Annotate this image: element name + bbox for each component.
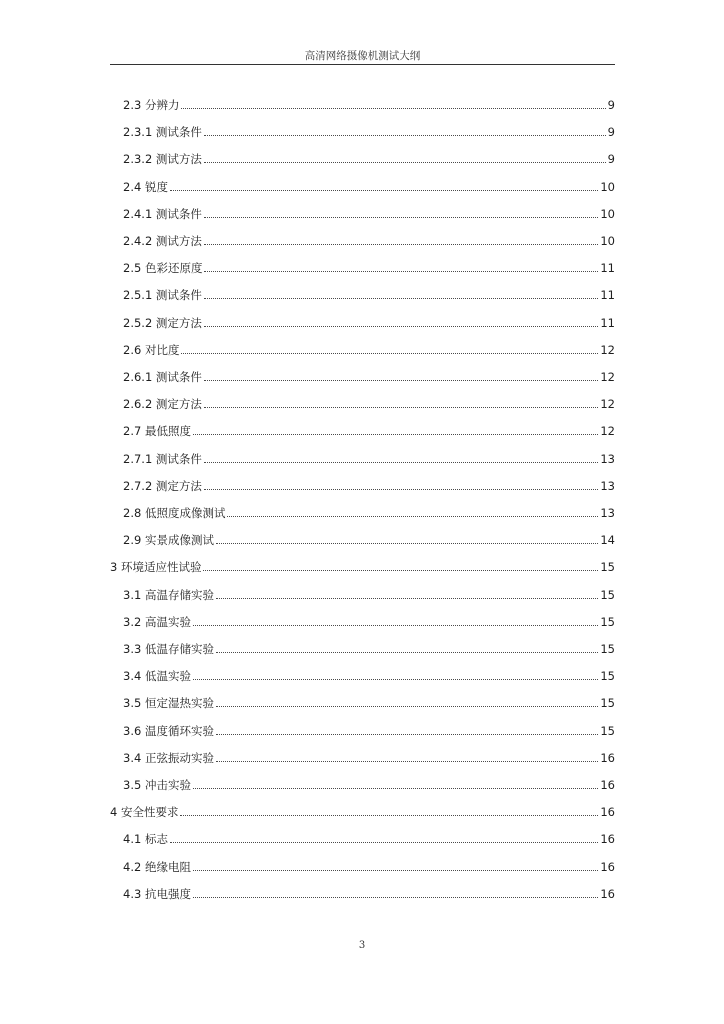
toc-entry-label: 2.7 最低照度 <box>123 424 191 439</box>
toc-entry[interactable] <box>123 446 615 466</box>
toc-entry[interactable] <box>123 582 615 602</box>
toc-entry-label: 2.6 对比度 <box>123 342 180 357</box>
toc-entry-page: 14 <box>600 533 615 548</box>
toc-entry[interactable] <box>123 663 615 683</box>
toc-entry-label: 3.5 恒定湿热实验 <box>123 696 214 711</box>
toc-entry-page: 13 <box>600 478 615 493</box>
toc-entry-label: 3.6 温度循环实验 <box>123 723 214 738</box>
toc-entry[interactable] <box>123 527 615 547</box>
toc-entry[interactable] <box>123 745 615 765</box>
toc-entry-page: 15 <box>600 669 615 684</box>
toc-entry[interactable] <box>123 854 615 874</box>
toc-entry-page: 10 <box>600 234 615 248</box>
toc-entry-page: 11 <box>600 315 615 330</box>
toc-entry[interactable] <box>123 690 615 710</box>
toc-entry-page: 10 <box>600 179 615 194</box>
toc-entry-label: 3.4 低温实验 <box>123 669 191 684</box>
toc-dot-leader <box>193 870 598 871</box>
toc-entry[interactable] <box>123 119 615 139</box>
toc-entry[interactable] <box>123 255 615 275</box>
toc-entry-page: 9 <box>607 98 615 112</box>
toc-dot-leader <box>193 625 598 626</box>
toc-entry[interactable] <box>123 174 615 194</box>
toc-entry-page: 12 <box>600 397 615 412</box>
toc-entry[interactable] <box>123 500 615 520</box>
toc-entry-label: 3.1 高温存储实验 <box>123 587 214 602</box>
toc-dot-leader <box>204 244 598 245</box>
toc-dot-leader <box>170 190 598 191</box>
toc-entry[interactable] <box>123 310 615 330</box>
toc-dot-leader <box>216 761 598 762</box>
toc-entry-page: 15 <box>600 560 615 575</box>
toc-entry-label: 4.1 标志 <box>123 832 168 847</box>
toc-dot-leader <box>204 217 598 218</box>
toc-dot-leader <box>216 734 598 735</box>
toc-entry-page: 16 <box>600 859 615 874</box>
toc-entry-label: 2.5.2 测定方法 <box>123 315 202 330</box>
toc-entry-label: 2.5.1 测试条件 <box>123 288 202 303</box>
toc-entry-page: 12 <box>600 424 615 439</box>
toc-entry-label: 2.3 分辨力 <box>123 98 180 112</box>
toc-entry[interactable] <box>123 201 615 221</box>
toc-entry-page: 15 <box>600 696 615 711</box>
toc-entry-label: 2.4.2 测试方法 <box>123 234 202 248</box>
page-number: 3 <box>358 940 366 951</box>
toc-entry[interactable] <box>123 364 615 384</box>
toc-entry-page: 16 <box>600 778 615 792</box>
toc-entry[interactable] <box>123 636 615 656</box>
toc-entry[interactable] <box>123 473 615 493</box>
header-divider <box>110 64 615 65</box>
toc-entry[interactable] <box>123 881 615 901</box>
toc-entry-page: 10 <box>600 206 615 221</box>
toc-entry-page: 11 <box>600 261 615 276</box>
toc-entry[interactable] <box>123 282 615 302</box>
toc-entry-page: 12 <box>600 370 615 384</box>
toc-entry-label: 2.7.1 测试条件 <box>123 451 202 466</box>
toc-dot-leader <box>193 679 598 680</box>
toc-entry-label: 2.7.2 测定方法 <box>123 478 202 493</box>
toc-dot-leader <box>216 543 598 544</box>
toc-dot-leader <box>204 407 598 408</box>
toc-dot-leader <box>204 298 598 299</box>
toc-entry-label: 2.4.1 测试条件 <box>123 206 202 221</box>
toc-dot-leader <box>181 108 605 109</box>
toc-entry-page: 15 <box>600 723 615 738</box>
toc-entry-label: 3.3 低温存储实验 <box>123 642 214 656</box>
toc-dot-leader <box>216 706 598 707</box>
toc-entry-page: 9 <box>607 152 615 167</box>
toc-dot-leader <box>193 897 598 898</box>
toc-entry-page: 16 <box>600 886 615 901</box>
toc-entry-label: 2.4 锐度 <box>123 179 168 194</box>
toc-entry[interactable] <box>123 718 615 738</box>
toc-dot-leader <box>204 380 598 381</box>
toc-entry-label: 3 环境适应性试验 <box>110 560 202 575</box>
page-header-title: 高清网络摄像机测试大纲 <box>304 50 421 62</box>
toc-dot-leader <box>193 434 598 435</box>
toc-dot-leader <box>204 271 598 272</box>
toc-entry-page: 13 <box>600 506 615 520</box>
toc-entry[interactable] <box>123 146 615 166</box>
toc-entry-page: 15 <box>600 614 615 629</box>
toc-entry-label: 3.5 冲击实验 <box>123 778 191 792</box>
toc-dot-leader <box>181 353 598 354</box>
toc-entry-label: 2.9 实景成像测试 <box>123 533 214 548</box>
toc-entry-label: 4.2 绝缘电阻 <box>123 859 191 874</box>
toc-entry[interactable] <box>123 609 615 629</box>
toc-entry-page: 11 <box>600 288 615 303</box>
toc-entry-label: 2.3.1 测试条件 <box>123 125 202 140</box>
toc-entry-page: 13 <box>600 451 615 466</box>
toc-entry-page: 16 <box>600 832 615 847</box>
toc-entry-page: 9 <box>607 125 615 140</box>
toc-dot-leader <box>193 788 598 789</box>
toc-entry[interactable] <box>123 826 615 846</box>
toc-dot-leader <box>170 842 598 843</box>
toc-entry[interactable] <box>110 554 615 574</box>
toc-entry[interactable] <box>123 418 615 438</box>
toc-dot-leader <box>204 326 598 327</box>
toc-entry-page: 15 <box>600 587 615 602</box>
toc-entry[interactable] <box>123 391 615 411</box>
toc-entry[interactable] <box>123 92 615 112</box>
toc-entry[interactable] <box>123 772 615 792</box>
toc-entry-label: 3.2 高温实验 <box>123 614 191 629</box>
toc-entry-label: 2.5 色彩还原度 <box>123 261 203 276</box>
toc-entry-page: 16 <box>600 750 615 765</box>
toc-dot-leader <box>204 489 598 490</box>
toc-entry[interactable] <box>123 337 615 357</box>
toc-entry-label: 3.4 正弦振动实验 <box>123 750 214 765</box>
toc-dot-leader <box>204 162 606 163</box>
toc-entry[interactable] <box>123 228 615 248</box>
toc-entry-label: 4 安全性要求 <box>110 805 179 820</box>
toc-entry-label: 2.6.2 测定方法 <box>123 397 202 412</box>
toc-dot-leader <box>180 815 598 816</box>
toc-entry-page: 16 <box>600 805 615 820</box>
toc-entry[interactable] <box>110 799 615 819</box>
toc-entry-page: 12 <box>600 342 615 357</box>
toc-dot-leader <box>227 516 598 517</box>
toc-entry-label: 2.6.1 测试条件 <box>123 370 202 384</box>
toc-dot-leader <box>204 462 598 463</box>
toc-dot-leader <box>216 652 598 653</box>
toc-entry-label: 4.3 抗电强度 <box>123 886 191 901</box>
toc-dot-leader <box>204 135 606 136</box>
toc-entry-label: 2.3.2 测试方法 <box>123 152 202 167</box>
toc-dot-leader <box>203 570 598 571</box>
toc-entry-label: 2.8 低照度成像测试 <box>123 506 226 520</box>
toc-entry-page: 15 <box>600 642 615 656</box>
toc-dot-leader <box>216 598 598 599</box>
